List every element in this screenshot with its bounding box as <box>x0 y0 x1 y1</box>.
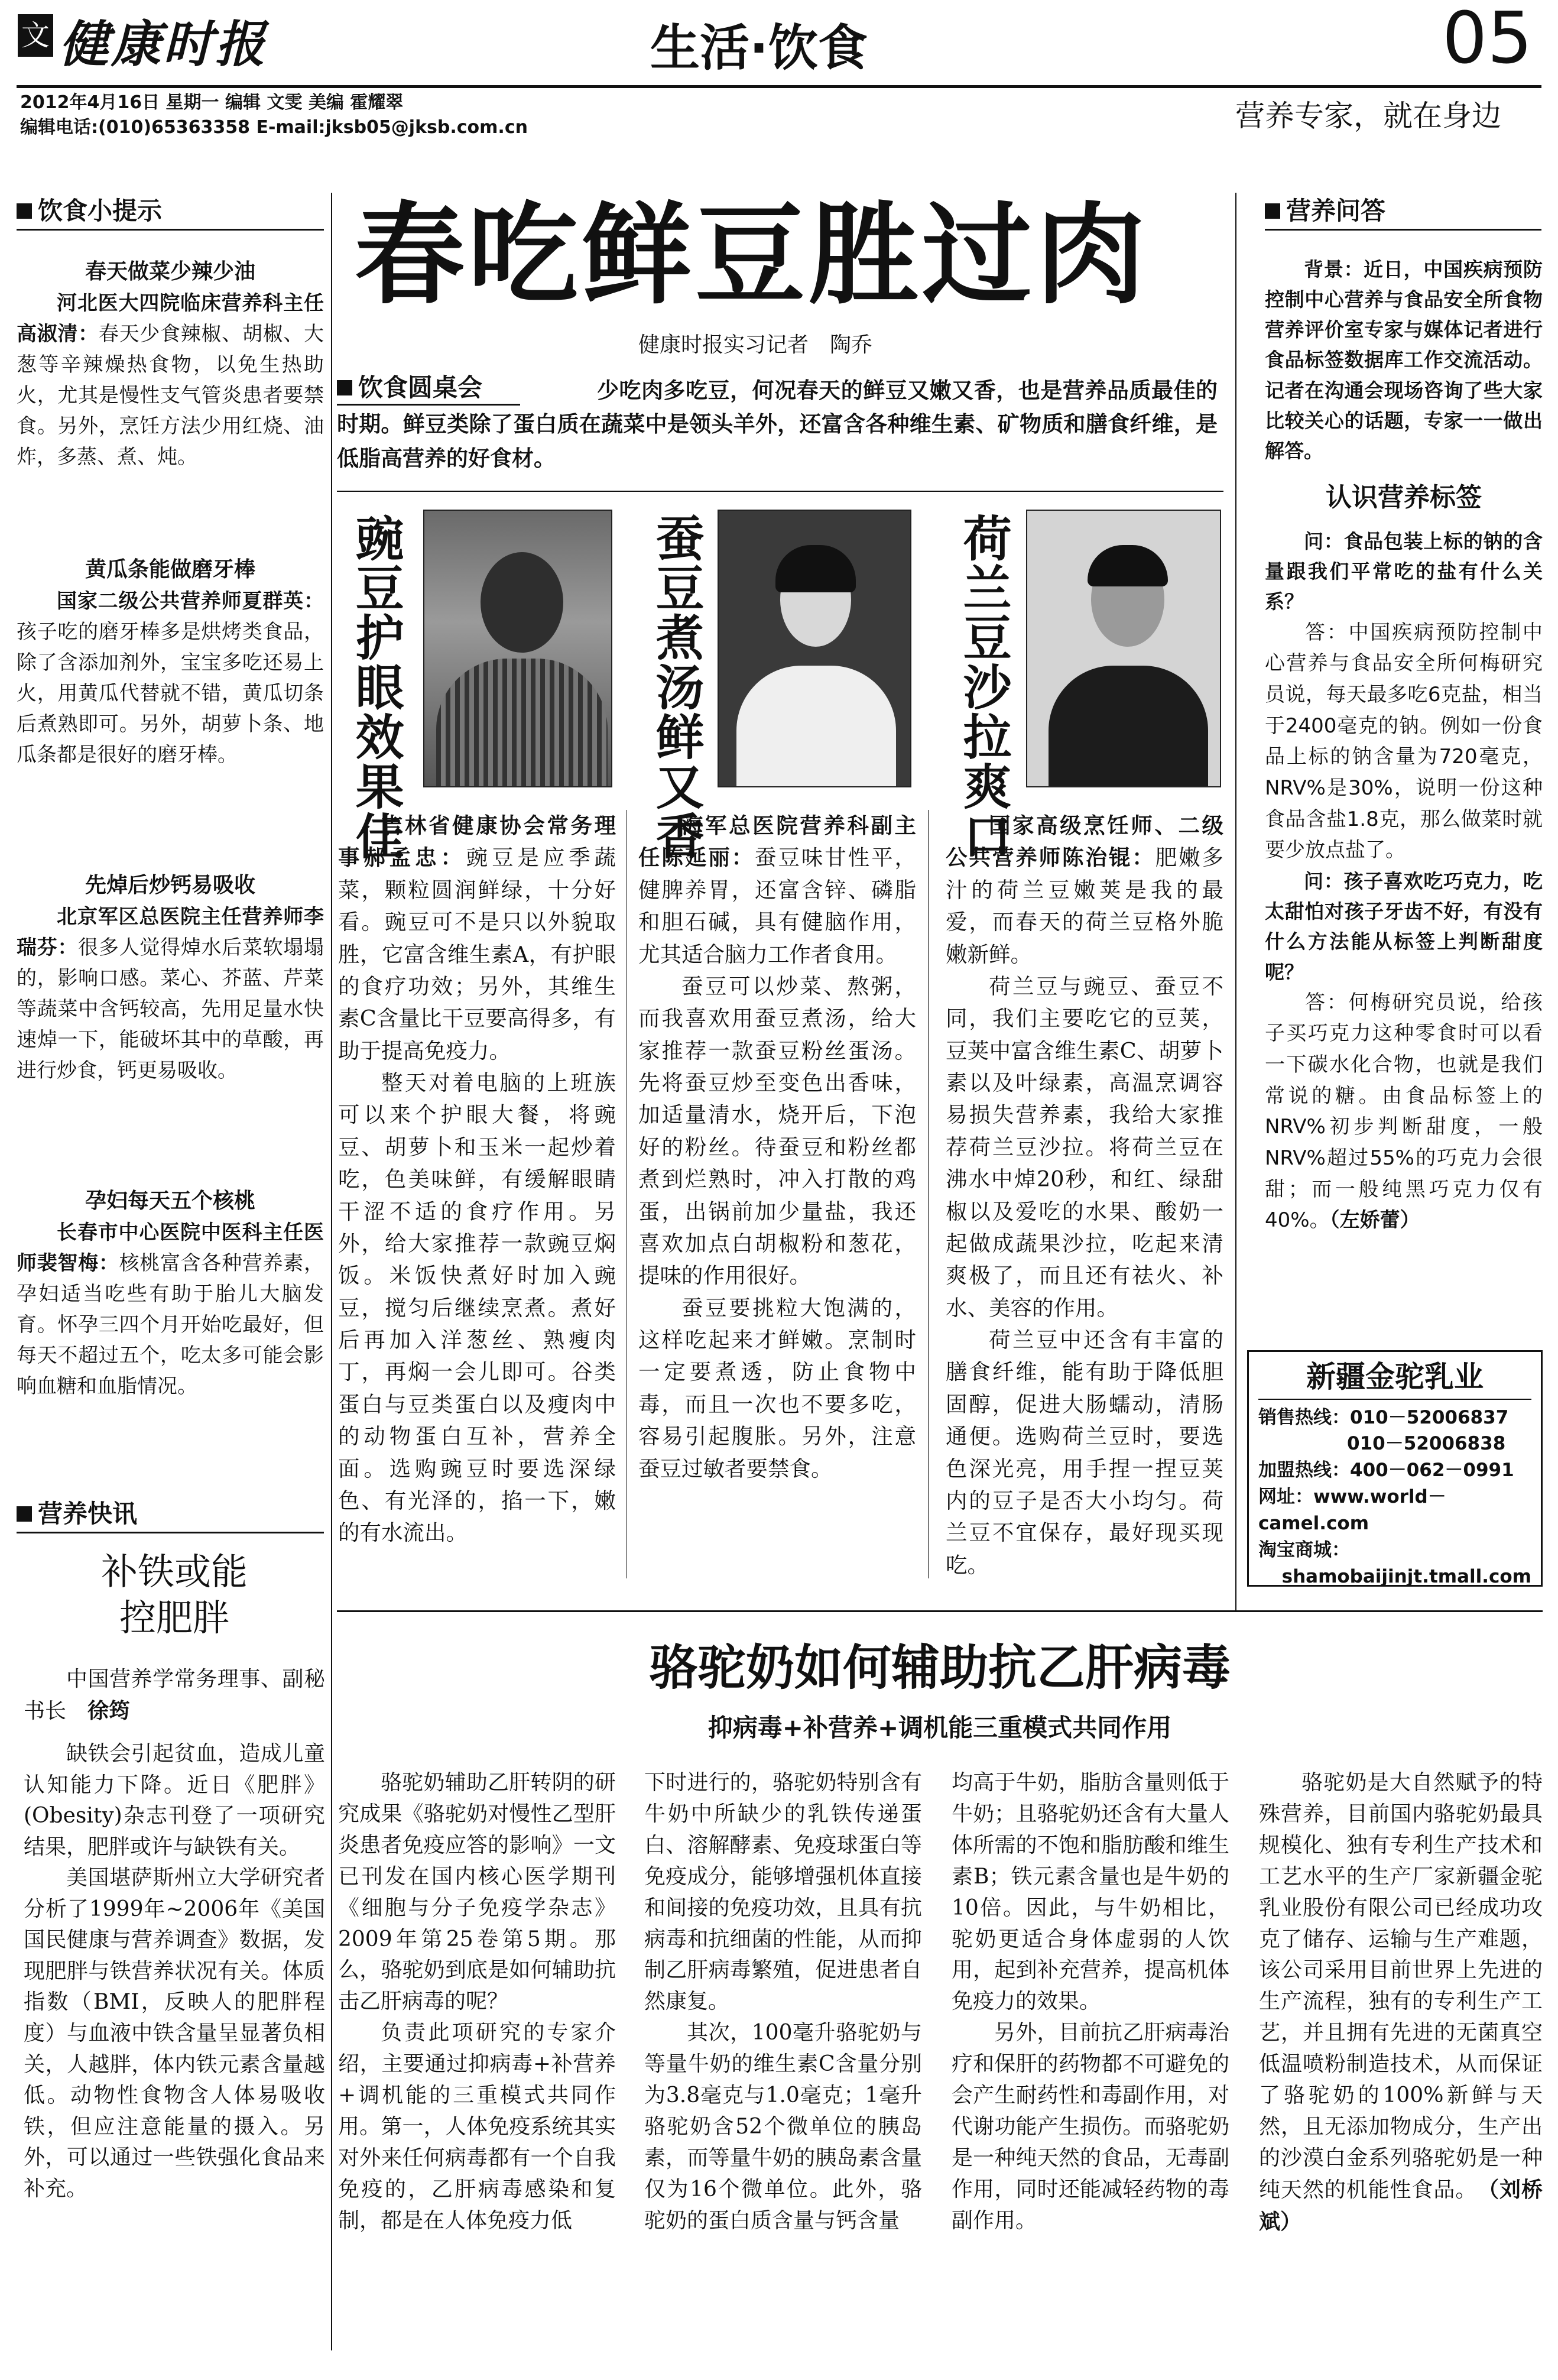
kuaixun-title-line: 补铁或能 <box>100 1550 248 1593</box>
tips-header <box>17 193 324 231</box>
tip-item <box>17 870 324 1183</box>
head-shape <box>481 552 563 653</box>
kuaixun-author-title: 中国营养学常务理事、副秘书长 <box>24 1667 325 1723</box>
expert-2-author: 海军总医院营养科副主任陈延丽： <box>638 813 916 871</box>
expert-3-para: 荷兰豆与豌豆、蚕豆不同，我们主要吃它的豆荚，豆荚中富含维生素C、胡萝卜素以及叶绿素，高温烹调容易损失营养素，我给大家推荐荷兰豆沙拉。将荷兰豆在沸水中焯20秒，和红、绿甜椒以及爱吃的水果、酸奶一起做成蔬果沙拉，吃起来清爽极了，而且还有祛火、补水、美容的作用。 <box>946 973 1223 1321</box>
qa-answer: 答：中国疾病预防控制中心营养与食品安全所何梅研究员说，每天最多吃6克盐，相当于2400毫克的钠。例如一份食品上标的钠含量为720毫克，NRV%是30%，说明一份这种食品含盐1.8克，那么做菜时就要少放点盐了。 <box>1265 620 1543 862</box>
uniform-shape <box>736 666 896 787</box>
tip-text: 春天少食辣椒、胡椒、大葱等辛辣燥热食物，以免生热助火，尤其是慢性支气管炎患者要禁食。另外，烹饪方法少用红烧、油炸，多蒸、煮、炖。 <box>17 322 324 469</box>
body-shape <box>1049 666 1208 787</box>
kuaixun-article <box>24 1549 325 2204</box>
masthead <box>0 0 1558 142</box>
headline: 春吃鲜豆胜过肉 <box>355 191 1150 319</box>
tip-author: 国家二级公共营养师夏群英： <box>57 589 324 613</box>
paper-name: 健康时报 <box>59 15 268 73</box>
expert-1-photo <box>423 510 612 787</box>
expert-1-text: 豌豆是应季蔬菜，颗粒圆润鲜绿，十分好看。豌豆可不是只以外貌取胜，它富含维生素A，有护眼的食疗功效；另外，其维生素C含量比干豆要高得多，有助于提高免疫力。 <box>338 845 616 1063</box>
ad-phone[interactable]: 010－52006837 <box>1350 1406 1509 1428</box>
ad-shop-row <box>1258 1537 1531 1564</box>
bottom-col-4 <box>1259 1768 1543 2238</box>
right-column-divider <box>1235 193 1236 1611</box>
qa-background: 背景：近日，中国疾病预防控制中心营养与食品安全所食物营养评价室专家与媒体记者进行食品标签数据库工作交流活动。记者在沟通会现场咨询了些大家比较关心的话题，专家一一做出解答。 <box>1265 258 1543 462</box>
ad-sales-row <box>1258 1431 1531 1457</box>
square-icon <box>17 203 32 219</box>
expert-2-column <box>638 810 916 1485</box>
square-icon <box>1265 203 1280 219</box>
bottom-para: 均高于牛奶，脂肪含量则低于牛奶；且骆驼奶还含有大量人体所需的不饱和脂肪酸和维生素B；铁元素含量也是牛奶的10倍。因此，与牛奶相比，驼奶更适合身体虚弱的人饮用，起到补充营养，提高机体免疫力的效果。 <box>952 1771 1229 2014</box>
bottom-para: 下时进行的，骆驼奶特别含有牛奶中所缺少的乳铁传递蛋白、溶解酵素、免疫球蛋白等免疫成分，能够增强机体直接和间接的免疫功效，且具有抗病毒和抗细菌的性能，从而抑制乙肝病毒繁殖，促进患者自然康复。 <box>644 1771 922 2014</box>
expert-2-para <box>638 810 916 971</box>
expert-2-text: 蚕豆味甘性平，健脾养胃，还富含锌、磷脂和胆石碱，具有健脑作用，尤其适合脑力工作者食用。 <box>638 845 917 967</box>
expert-1-para: 整天对着电脑的上班族可以来个护眼大餐，将豌豆、胡萝卜和玉米一起炒着吃，色美味鲜，有缓解眼睛干涩不适的食疗作用。另外，给大家推荐一款豌豆焖饭。米饭快煮好时加入豌豆，搅匀后继续烹煮。煮好后再加入洋葱丝、熟瘦肉丁，再焖一会儿即可。谷类蛋白与豆类蛋白以及瘦肉中的动物蛋白互补，营养全面。选购豌豆时要选深绿色、有光泽的，掐一下，嫩的有水流出。 <box>338 1070 616 1546</box>
ad-web-row <box>1258 1484 1531 1537</box>
expert-3-text: 肥嫩多汁的荷兰豆嫩荚是我的最爱，而春天的荷兰豆格外脆嫩新鲜。 <box>946 845 1224 967</box>
expert-3-para: 荷兰豆中还含有丰富的膳食纤维，能有助于降低胆固醇，促进大肠蠕动，清肠通便。选购荷兰豆时，要选色深光亮，用手捏一捏豆荚内的豆子是否大小均匀。荷兰豆不宜保存，最好现买现吃。 <box>946 1327 1223 1578</box>
bottom-text: 骆驼奶是大自然赋予的特殊营养，目前国内骆驼奶最具规模化、独有专利生产技术和工艺水平的生产厂家新疆金驼乳业股份有限公司已经成功攻克了储存、运输与生产难题，该公司采用目前世界上先进的生产流程，独有的专利生产工艺，并且拥有先进的无菌真空低温喷粉制造技术，从而保证了骆驼奶的100%新鲜与天然，且无添加物成分，生产出的沙漠白金系列骆驼奶是一种纯天然的机能性食品。 <box>1259 1771 1543 2202</box>
ad-sales-row <box>1258 1405 1531 1431</box>
body-shape <box>436 659 608 787</box>
bottom-col-1 <box>338 1768 616 2237</box>
paper-logo: 文 <box>18 14 53 57</box>
qa-author: （左娇蕾） <box>1329 1208 1420 1233</box>
bottom-para: 负责此项研究的专家介绍，主要通过抑病毒+补营养+调机能的三重模式共同作用。第一，人体免疫系统其实对外来任何病毒都有一个自我免疫的，乙肝病毒感染和复制，都是在人体免疫力低 <box>338 2021 616 2233</box>
qa-subhead: 认识营养标签 <box>1326 482 1482 513</box>
masthead-rule <box>17 85 1541 88</box>
expert-3-para <box>946 810 1223 971</box>
kuaixun-para: 美国堪萨斯州立大学研究者分析了1999年~2006年《美国国民健康与营养调查》数据，发现肥胖与铁营养状况有关。体质指数（BMI，反映人的肥胖程度）与血液中铁含量呈显著负相关，人越胖，体内铁元素含量越低。动物性食物含人体易吸收铁，但应注意能量的摄入。另外，可以通过一些铁强化食品来补充。 <box>24 1866 325 2201</box>
tip-author: 长春市中心医院中医科主任医师裴智梅： <box>17 1220 324 1275</box>
expert-1-title: 豌豆护眼效果佳 <box>348 513 404 861</box>
camel-milk-ad <box>1247 1350 1543 1587</box>
bottom-divider <box>337 1610 1543 1612</box>
bottom-para: 其次，100毫升骆驼奶与等量牛奶的维生素C含量分别为3.8毫克与1.0毫克；1毫升骆驼奶含52个微单位的胰岛素，而等量牛奶的胰岛素含量仅为16个微单位。此外，骆驼奶的蛋白质含量与钙含量 <box>644 2021 922 2233</box>
kuaixun-title-line: 控肥胖 <box>119 1596 229 1639</box>
column-divider <box>928 810 929 1578</box>
ad-shop-url[interactable]: shamobaijinjt.tmall.com <box>1281 1566 1531 1588</box>
tip-title: 黄瓜条能做磨牙棒 <box>85 557 255 582</box>
page-number: 05 <box>1442 0 1533 80</box>
tip-item <box>17 257 324 552</box>
tips-list <box>17 254 324 1402</box>
ad-label: 加盟热线： <box>1258 1460 1350 1481</box>
qa-question: 问：孩子喜欢吃巧克力，吃太甜怕对孩子牙齿不好，有没有什么方法能从标签上判断甜度呢？ <box>1265 870 1543 984</box>
bottom-para: 骆驼奶辅助乙肝转阴的研究成果《骆驼奶对慢性乙型肝炎患者免疫应答的影响》一文已刊发在国内核心医学期刊《细胞与分子免疫学杂志》2009年第25卷第5期。那么，骆驼奶到底是如何辅助抗击乙肝病毒的呢？ <box>338 1771 616 2014</box>
tip-body <box>17 1217 324 1402</box>
tip-item <box>17 555 324 868</box>
tip-title: 先焯后炒钙易吸收 <box>85 873 255 897</box>
ad-brand: 新疆金驼乳业 <box>1258 1356 1531 1400</box>
tip-body <box>17 902 324 1086</box>
ad-phone[interactable]: 400－062－0991 <box>1350 1460 1514 1481</box>
expert-2-title: 蚕豆煮汤鲜又香 <box>648 513 705 861</box>
slogan: 营养专家，就在身边 <box>1235 99 1501 133</box>
bottom-subtitle: 抑病毒+补营养+调机能三重模式共同作用 <box>707 1713 1172 1742</box>
expert-3-photo <box>1026 510 1221 787</box>
expert-3-column <box>946 810 1223 1581</box>
qa-column <box>1265 254 1543 1236</box>
expert-1-para <box>338 810 616 1067</box>
ad-label: 网址： <box>1258 1486 1313 1508</box>
expert-3-author: 国家高级烹饪师、二级公共营养师陈治锟： <box>946 813 1223 871</box>
contact-line: 编辑电话:(010)65363358 E-mail:jksb05@jksb.com.cn <box>20 117 528 138</box>
kuaixun-author-name: 徐筠 <box>87 1698 131 1723</box>
ad-phone[interactable]: 010－52006838 <box>1347 1433 1506 1455</box>
kuaixun-title <box>24 1549 325 1640</box>
tip-text: 核桃富含各种营养素，孕妇适当吃些有助于胎儿大脑发育。怀孕三四个月开始吃最好，但每天不超过五个，吃太多可能会影响血糖和血脂情况。 <box>17 1251 324 1398</box>
qa-header <box>1265 193 1541 231</box>
square-icon <box>17 1506 32 1522</box>
tip-title: 孕妇每天五个核桃 <box>85 1189 255 1213</box>
tip-body <box>17 288 324 472</box>
roundtable-label: 饮食圆桌会 <box>358 372 483 402</box>
expert-2-photo <box>718 510 911 787</box>
byline: 健康时报实习记者 陶乔 <box>638 333 873 357</box>
tip-body <box>17 586 324 770</box>
bottom-col-2 <box>644 1768 922 2237</box>
intro-lead: 少吃肉多吃豆，何况春天的鲜豆又嫩又香，也是营养品质最佳的时期。鲜豆类除了蛋白质在蔬菜中是领头羊外，还富含各种维生素、矿物质和膳食纤维，是低脂高营养的好食材。 <box>337 377 1218 471</box>
expert-1-author: 吉林省健康协会常务理事郝孟忠： <box>338 813 616 871</box>
qa-answer <box>1265 987 1543 1237</box>
kuaixun-para: 缺铁会引起贫血，造成儿童认知能力下降。近日《肥胖》(Obesity)杂志刊登了一项研究结果，肥胖或许与缺铁有关。 <box>24 1742 325 1859</box>
qa-header-label: 营养问答 <box>1286 196 1386 225</box>
bottom-col-3 <box>952 1768 1229 2237</box>
bottom-para: 另外，目前抗乙肝病毒治疗和保肝的药物都不可避免的会产生耐药性和毒副作用，对代谢功能产生损伤。而骆驼奶是一种纯天然的食品，无毒副作用，同时还能减轻药物的毒副作用。 <box>952 2021 1229 2233</box>
kuaixun-header <box>17 1496 324 1533</box>
expert-3-title: 荷兰豆沙拉爽口 <box>955 513 1012 861</box>
tips-header-label: 饮食小提示 <box>38 196 163 225</box>
kuaixun-author <box>24 1664 325 1727</box>
intro-divider <box>337 491 1223 492</box>
tip-author: 北京军区总医院主任营养师李瑞芬： <box>17 904 324 959</box>
expert-2-para: 蚕豆要挑粒大饱满的，这样吃起来才鲜嫩。烹制时一定要煮透，防止食物中毒，而且一次也不要多吃，容易引起腹胀。另外，注意蚕豆过敏者要禁食。 <box>638 1295 916 1481</box>
tip-title: 春天做菜少辣少油 <box>85 260 255 284</box>
left-column-divider <box>331 193 332 2350</box>
tip-author: 河北医大四院临床营养科主任高淑清： <box>17 291 324 346</box>
tip-text: 孩子吃的磨牙棒多是烘烤类食品，除了含添加剂外，宝宝多吃还易上火，用黄瓜代替就不错，黄瓜切条后煮熟即可。另外，胡萝卜条、地瓜条都是很好的磨牙棒。 <box>17 620 324 767</box>
bottom-title: 骆驼奶如何辅助抗乙肝病毒 <box>648 1640 1231 1696</box>
bottom-para <box>1259 1768 1543 2238</box>
tip-item <box>17 1186 324 1402</box>
tip-text: 很多人觉得焯水后菜软塌塌的，影响口感。菜心、芥蓝、芹菜等蔬菜中含钙较高，先用足量水快速焯一下，能破坏其中的草酸，再进行炒食，钙更易吸收。 <box>17 935 324 1082</box>
expert-2-para: 蚕豆可以炒菜、熬粥，而我喜欢用蚕豆煮汤，给大家推荐一款蚕豆粉丝蛋汤。先将蚕豆炒至变色出香味，加适量清水，烧开后，下泡好的粉丝。待蚕豆和粉丝都煮到烂熟时，冲入打散的鸡蛋，出锅前加少量盐，我还喜欢加点白胡椒粉和葱花，提味的作用很好。 <box>638 973 916 1289</box>
ad-link[interactable]: www.world－camel.com <box>1258 1486 1446 1535</box>
expert-1-column <box>338 810 616 1549</box>
section-title: 生活·饮食 <box>650 19 868 77</box>
kuaixun-header-label: 营养快讯 <box>38 1499 138 1528</box>
bottom-author: （刘桥斌） <box>1259 2177 1543 2234</box>
ad-join-row <box>1258 1457 1531 1484</box>
qa-answer-text: 答：何梅研究员说，给孩子买巧克力这种零食时可以看一下碳水化合物，也就是我们常说的糖。由食品标签上的NRV%初步判断甜度，一般NRV%超过55%的巧克力会很甜；而一般纯黑巧克力仅有40%。 <box>1265 990 1543 1233</box>
ad-label: 淘宝商城： <box>1258 1539 1350 1561</box>
date-line: 2012年4月16日 星期一 编辑 文雯 美编 霍耀翠 <box>20 92 404 113</box>
ad-label: 销售热线： <box>1258 1406 1350 1428</box>
qa-question: 问：食品包装上标的钠的含量跟我们平常吃的盐有什么关系？ <box>1265 530 1543 614</box>
